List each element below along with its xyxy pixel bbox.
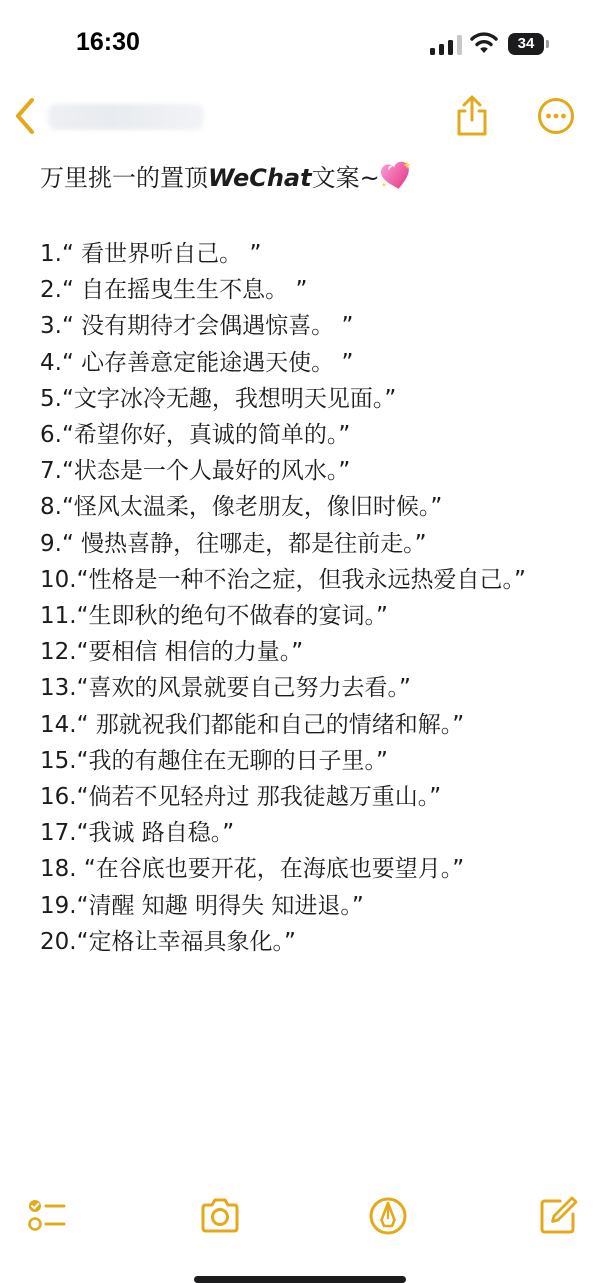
status-time: 16:30 — [76, 28, 140, 56]
bottom-toolbar — [0, 1190, 600, 1246]
note-line: 13.“喜欢的风景就要自己努力去看。” — [40, 675, 411, 702]
note-line: 7.“状态是一个人最好的风水。” — [40, 458, 351, 485]
checklist-icon[interactable] — [26, 1194, 70, 1238]
note-title-suffix: 文案~ — [311, 164, 380, 192]
compose-icon[interactable] — [536, 1194, 580, 1238]
note-line: 4.“ 心存善意定能途遇天使。 ” — [40, 349, 354, 376]
note-line: 11.“生即秋的绝句不做春的宴词。” — [40, 603, 388, 630]
note-line: 15.“我的有趣住在无聊的日子里。” — [40, 747, 388, 774]
note-title — [40, 156, 580, 200]
note-line: 20.“定格让幸福具象化。” — [40, 928, 296, 955]
markup-icon[interactable] — [366, 1194, 410, 1238]
note-line: 19.“清醒 知趣 明得失 知进退。” — [40, 892, 364, 919]
note-line: 12.“要相信 相信的力量。” — [40, 639, 304, 666]
note-line: 16.“倘若不见轻舟过 那我徒越万重山。” — [40, 784, 442, 811]
sparkling-heart-icon — [380, 160, 412, 192]
blank-line — [40, 200, 580, 236]
note-line: 17.“我诚 路自稳。” — [40, 820, 235, 847]
note-line: 6.“希望你好，真诚的简单的。” — [40, 422, 351, 449]
battery-icon — [508, 33, 550, 55]
note-line: 2.“ 自在摇曳生生不息。 ” — [40, 277, 308, 304]
battery-level: 34 — [517, 35, 535, 52]
note-body[interactable] — [40, 156, 580, 960]
note-list — [40, 236, 580, 960]
note-line: 8.“怪风太温柔，像老朋友，像旧时候。” — [40, 494, 443, 521]
note-line: 1.“ 看世界听自己。 ” — [40, 241, 262, 267]
note-line: 5.“文字冰冷无趣，我想明天见面。” — [40, 385, 397, 412]
home-indicator — [194, 1276, 406, 1283]
status-bar — [0, 0, 600, 86]
note-line: 3.“ 没有期待才会偶遇惊喜。 ” — [40, 313, 354, 340]
note-title-prefix: 万里挑一的置顶 — [40, 164, 208, 192]
signal-icon — [430, 35, 464, 55]
note-line: 10.“性格是一种不治之症，但我永远热爱自己。” — [40, 566, 526, 593]
note-line: 9.“ 慢热喜静，往哪走，都是往前走。” — [40, 530, 427, 557]
wifi-icon — [470, 31, 498, 55]
back-button[interactable] — [8, 94, 208, 138]
note-title-brand: WeChat — [208, 164, 312, 192]
nav-bar — [0, 86, 600, 146]
note-line: 18. “在谷底也要开花，在海底也要望月。” — [40, 856, 465, 883]
camera-icon[interactable] — [198, 1194, 242, 1238]
chevron-left-icon — [12, 96, 38, 136]
note-line: 14.“ 那就祝我们都能和自己的情绪和解。” — [40, 711, 465, 738]
share-icon[interactable] — [452, 94, 492, 138]
more-icon[interactable] — [536, 96, 576, 136]
battery-cap — [546, 40, 549, 48]
back-label-blurred — [48, 104, 204, 130]
